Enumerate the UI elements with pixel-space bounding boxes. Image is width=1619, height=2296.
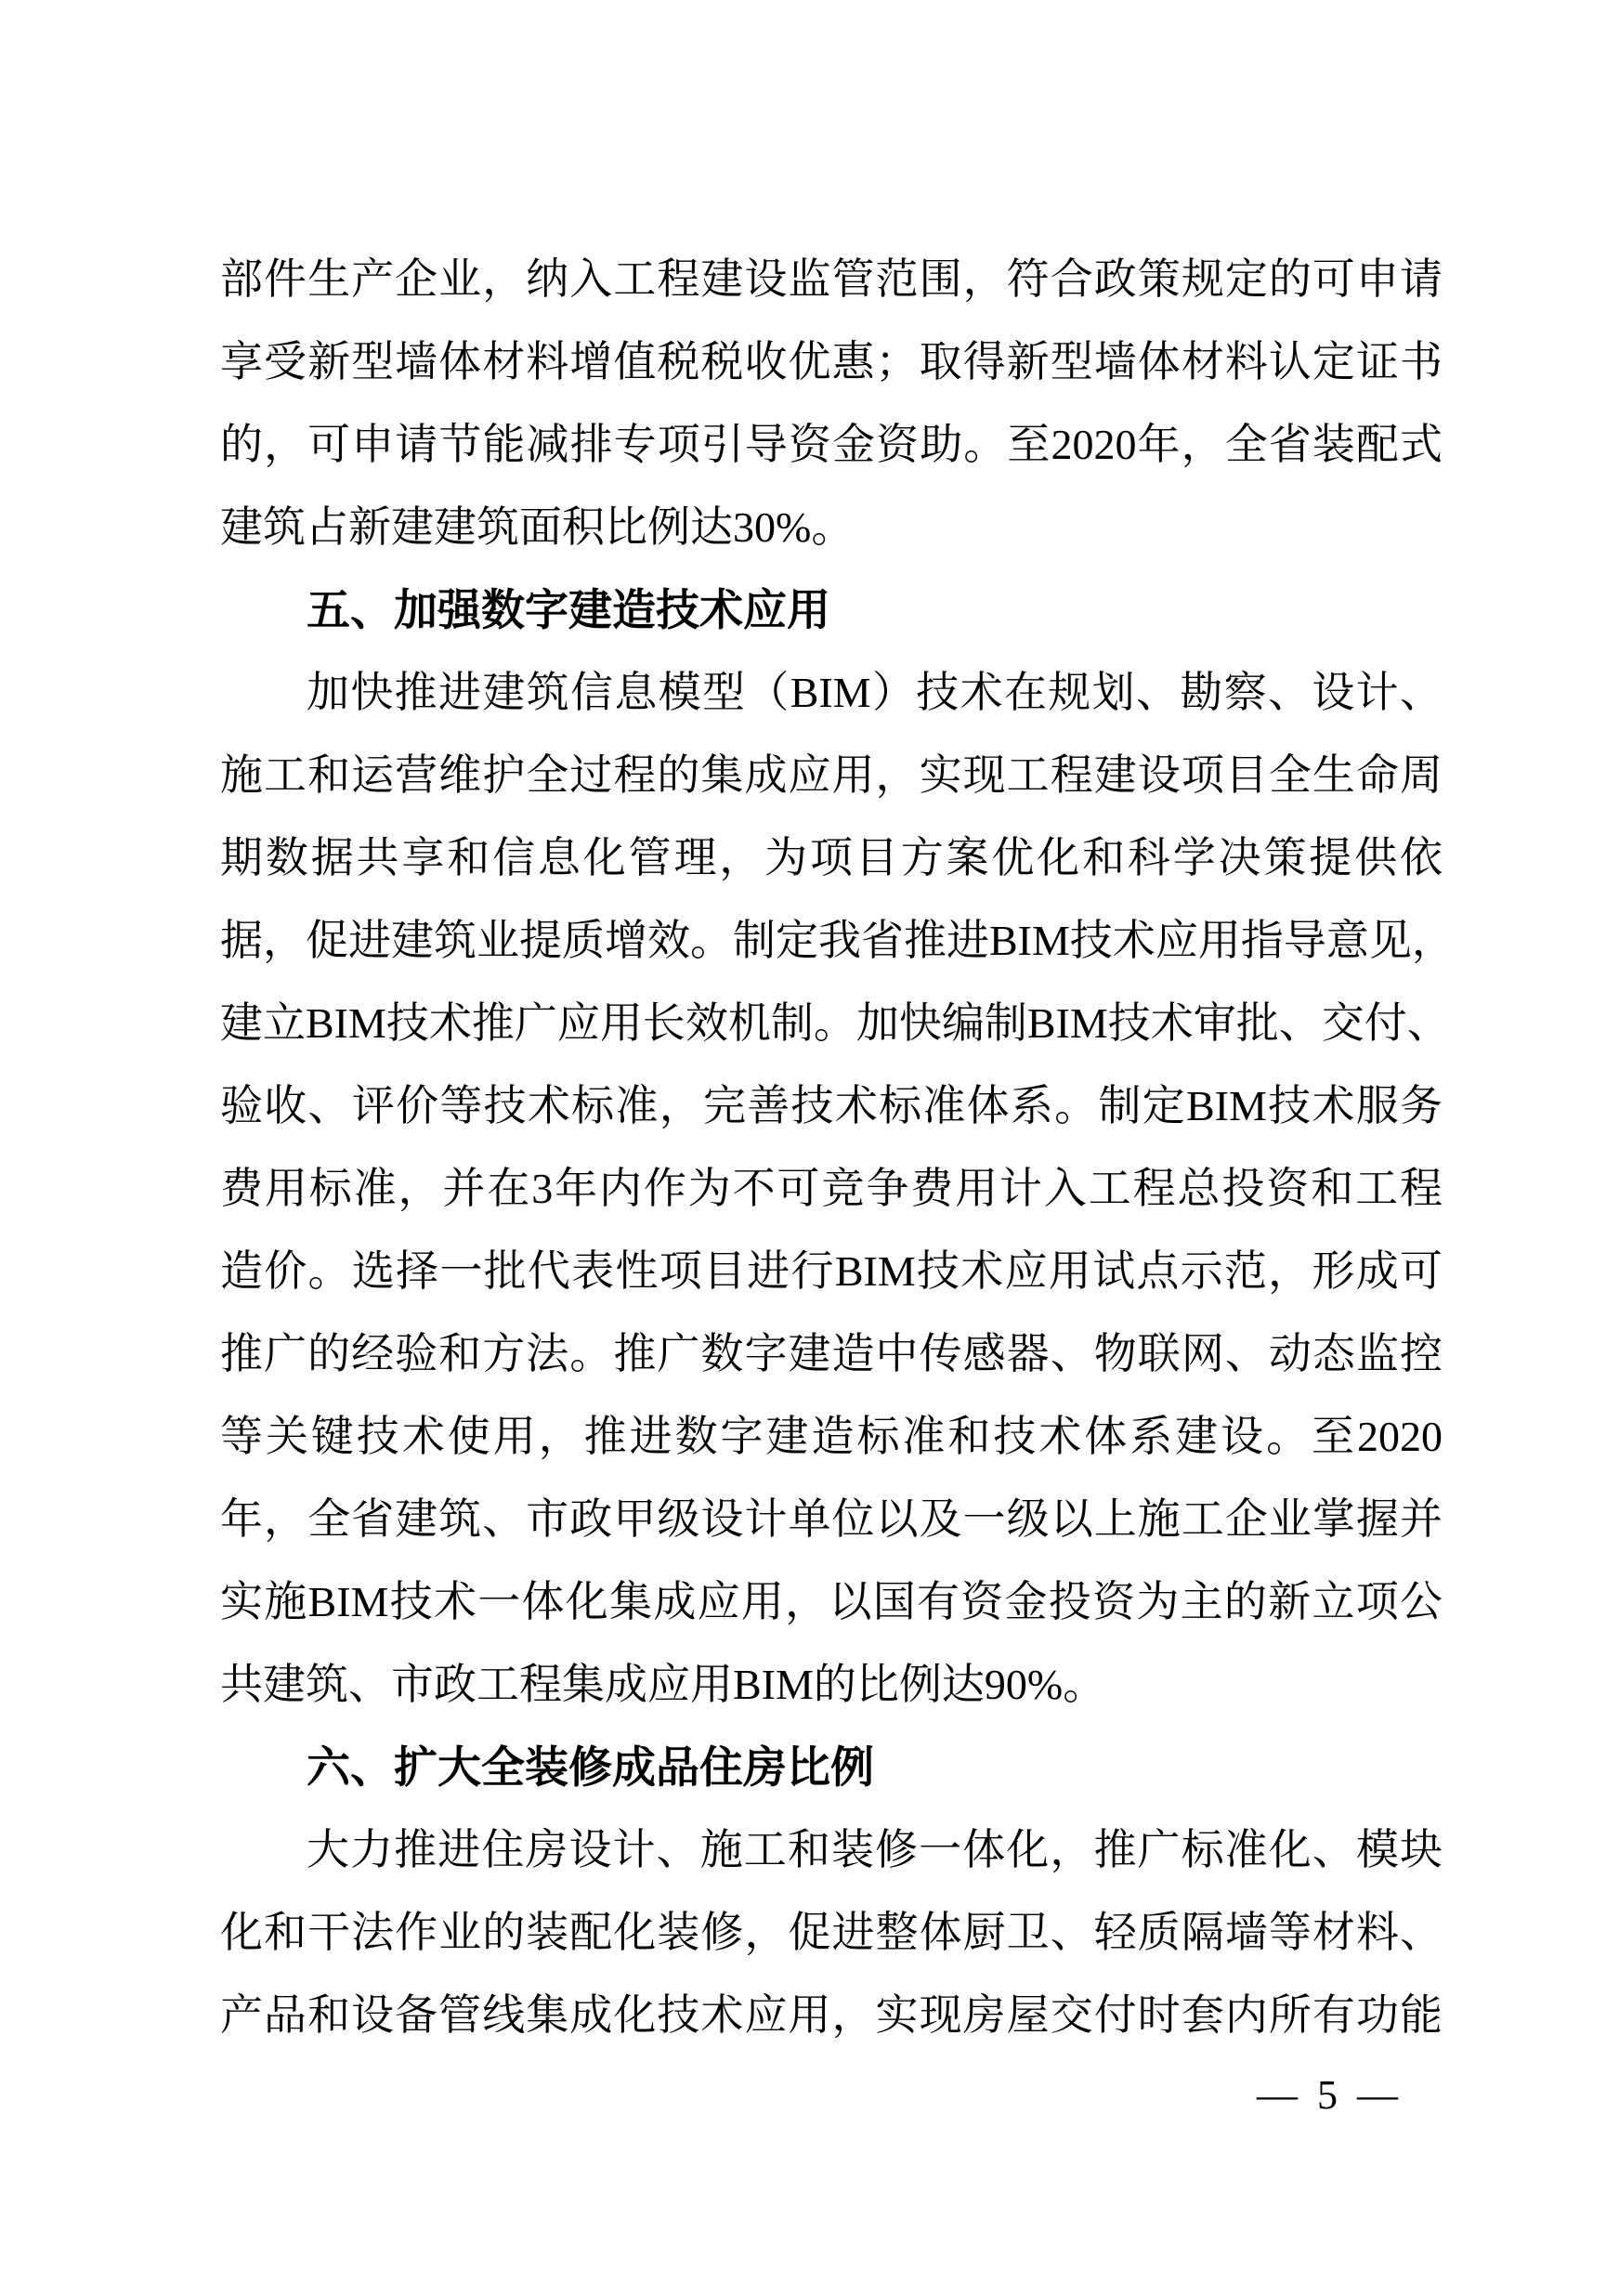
body-line: 费用标准，并在3年内作为不可竞争费用计入工程总投资和工程 bbox=[220, 1165, 1443, 1212]
body-line: 的，可申请节能减排专项引导资金资助。至2020年，全省装配式 bbox=[220, 421, 1443, 468]
body-line: 年，全省建筑、市政甲级设计单位以及一级以上施工企业掌握并 bbox=[220, 1495, 1443, 1543]
body-line-paragraph-start: 加快推进建筑信息模型（BIM）技术在规划、勘察、设计、 bbox=[307, 669, 1443, 716]
body-line: 化和干法作业的装配化装修，促进整体厨卫、轻质隔墙等材料、 bbox=[220, 1909, 1443, 1956]
body-line: 产品和设备管线集成化技术应用，实现房屋交付时套内所有功能 bbox=[220, 1991, 1443, 2039]
body-line-paragraph-start: 大力推进住房设计、施工和装修一体化，推广标准化、模块 bbox=[307, 1826, 1443, 1873]
section-heading-6: 六、扩大全装修成品住房比例 bbox=[307, 1742, 874, 1792]
page-number: — 5 — bbox=[1257, 2072, 1403, 2118]
body-line: 等关键技术使用，推进数字建造标准和技术体系建设。至2020 bbox=[220, 1413, 1443, 1460]
body-line: 施工和运营维护全过程的集成应用，实现工程建设项目全生命周 bbox=[220, 751, 1443, 799]
body-line: 推广的经验和方法。推广数字建造中传感器、物联网、动态监控 bbox=[220, 1330, 1443, 1377]
text-block bbox=[220, 238, 1455, 2056]
body-line: 共建筑、市政工程集成应用BIM的比例达90%。 bbox=[220, 1661, 1106, 1708]
body-line: 建立BIM技术推广应用长效机制。加快编制BIM技术审批、交付、 bbox=[220, 999, 1450, 1047]
body-line: 造价。选择一批代表性项目进行BIM技术应用试点示范，形成可 bbox=[220, 1247, 1443, 1295]
body-line: 实施BIM技术一体化集成应用，以国有资金投资为主的新立项公 bbox=[220, 1578, 1443, 1625]
body-line: 部件生产企业，纳入工程建设监管范围，符合政策规定的可申请 bbox=[220, 255, 1443, 303]
body-line: 据，促进建筑业提质增效。制定我省推进BIM技术应用指导意见， bbox=[220, 917, 1455, 964]
section-heading-5: 五、加强数字建造技术应用 bbox=[307, 585, 830, 634]
body-line: 验收、评价等技术标准，完善技术标准体系。制定BIM技术服务 bbox=[220, 1082, 1443, 1129]
body-line: 建筑占新建建筑面积比例达30%。 bbox=[220, 503, 855, 551]
body-line: 期数据共享和信息化管理，为项目方案优化和科学决策提供依 bbox=[220, 834, 1443, 881]
body-line: 享受新型墙体材料增值税税收优惠；取得新型墙体材料认定证书 bbox=[220, 338, 1443, 385]
